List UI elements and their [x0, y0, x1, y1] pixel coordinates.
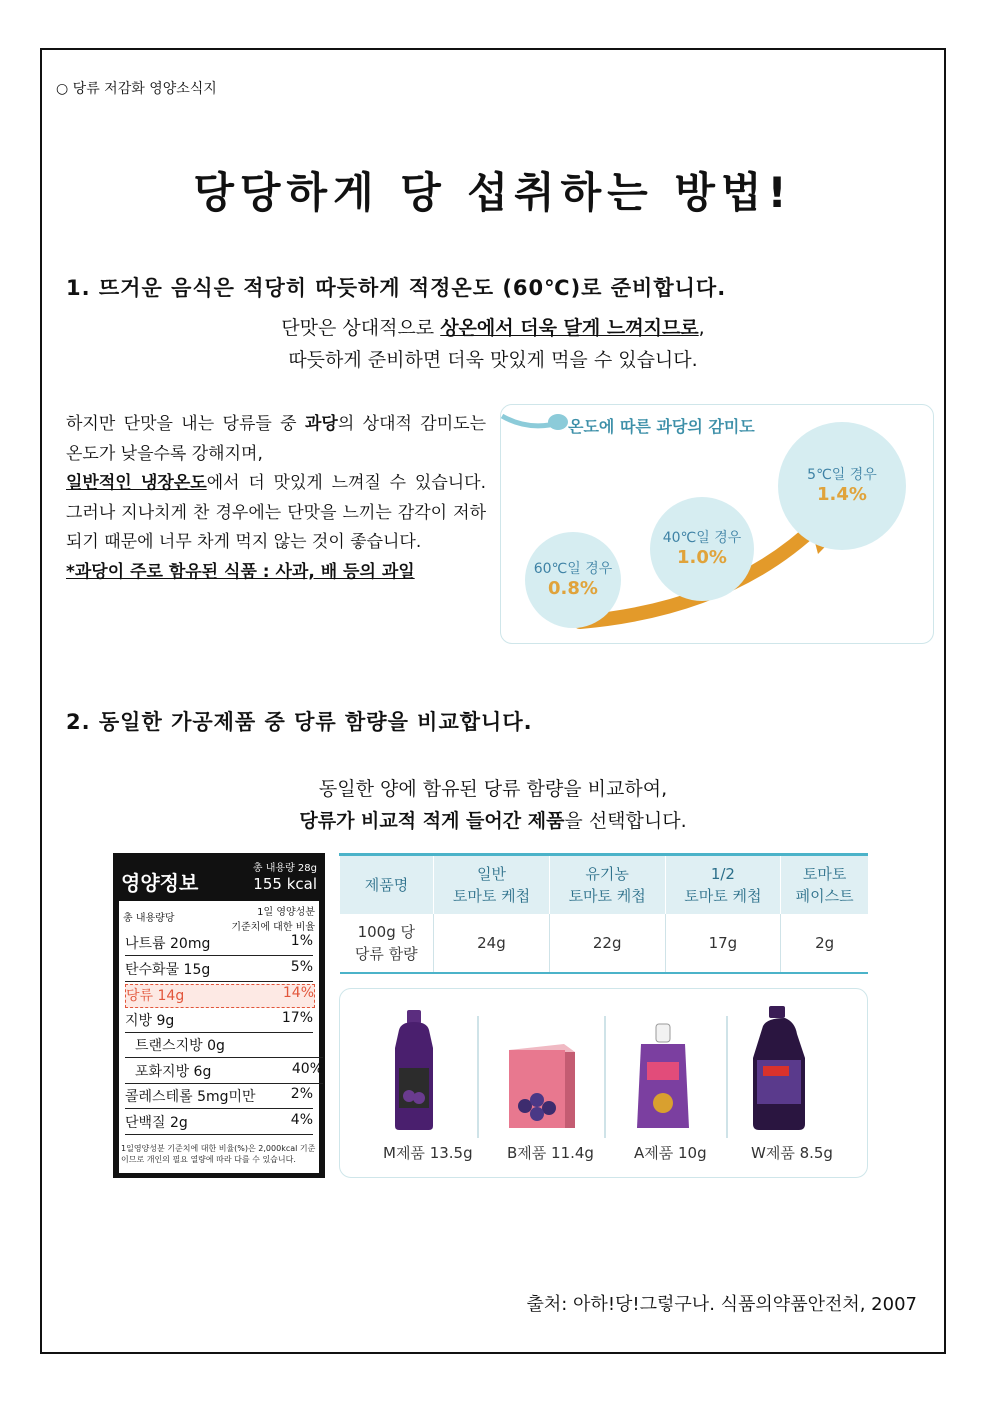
bullet-icon: ○ [56, 81, 69, 97]
table-header-cell: 제품명 [340, 855, 434, 915]
row-label-cell: 100g 당 당류 함량 [340, 914, 434, 973]
nutrition-label [113, 853, 325, 1178]
bubble-label: 5℃일 경우 [807, 467, 877, 483]
w-product-bottle-image [753, 1006, 805, 1130]
m-product-bottle-image [395, 1010, 433, 1130]
table-cell: 17g [665, 914, 781, 973]
nutrition-total: 총 내용량 28g [252, 863, 317, 874]
nutrition-footnote: 1일영양성분 기준치에 대한 비율(%)은 2,000kcal 기준이므로 개인의 필요 열량에 따라 다를 수 있습니다. [121, 1144, 316, 1164]
para-text: 에서 더 맛있게 느껴질 수 있습니다. 그러나 지나치게 찬 경우에는 단맛을 느끼는 감각이 저하되기 때문에 너무 차게 먹지 않는 것이 좋습니다. [66, 473, 486, 552]
nutrient-name: 포화지방 6g [135, 1063, 212, 1080]
nutrient-percent: 1% [290, 933, 313, 949]
nutrient-percent: 40% [291, 1060, 323, 1077]
b-product-box-image [509, 1044, 575, 1128]
nutrition-row [125, 1086, 313, 1109]
chart-bubble [778, 422, 906, 550]
intro-text: 단맛은 상대적으로 [281, 317, 441, 339]
table-cell: 22g [549, 914, 665, 973]
chart-bubble [650, 497, 754, 601]
nutrient-percent: 14% [282, 985, 314, 1001]
nutrient-name: 지방 9g [125, 1012, 175, 1029]
product-label: M제품 13.5g [383, 1144, 473, 1162]
nutrition-sub-left: 총 내용량당 [123, 913, 175, 924]
section2-heading: 2. 동일한 가공제품 중 당류 함량을 비교합니다. [66, 710, 533, 734]
fructose-note: *과당이 주로 함유된 식품 : 사과, 배 등의 과일 [66, 561, 415, 582]
para-bold: 과당 [304, 414, 338, 434]
nutrition-row [125, 1010, 313, 1033]
nutrition-row [125, 933, 313, 956]
nutrient-percent: 17% [281, 1009, 313, 1026]
para-text: 의 상대적 감미도는 온도가 낮을수록 강해지며, [66, 414, 486, 464]
nutrition-row [125, 1061, 323, 1084]
section2-emphasis: 당류가 비교적 적게 들어간 제품 [299, 810, 565, 832]
sub-right-line2: 기준치에 대한 비율 [231, 922, 315, 933]
section2-intro [40, 773, 946, 837]
bubble-label: 40℃일 경우 [662, 530, 742, 546]
table-header-cell: 일반 토마토 케첩 [434, 855, 550, 915]
sub-right-line1: 1일 영양성분 [257, 907, 315, 918]
bubble-value: 0.8% [548, 578, 598, 599]
nutrient-name: 당류 14g [126, 988, 185, 1004]
nutrition-sub-right [231, 903, 315, 933]
nutrient-name: 트랜스지방 0g [135, 1038, 225, 1054]
nutrient-name: 탄수화물 15g [125, 961, 211, 978]
page-title: 당당하게 당 섭취하는 방법! [193, 168, 793, 217]
table-header-cell: 유기농 토마토 케첩 [549, 855, 665, 915]
table-cell: 24g [434, 914, 550, 973]
product-label: A제품 10g [634, 1144, 707, 1162]
a-product-pouch-image [637, 1024, 689, 1128]
nutrition-row [125, 1035, 323, 1058]
product-label: W제품 8.5g [751, 1144, 833, 1162]
header-text: 당류 저감화 영양소식지 [72, 81, 217, 97]
section2-text: 을 선택합니다. [564, 810, 687, 832]
intro-emphasis: 상온에서 더욱 달게 느껴지므로 [440, 317, 699, 339]
table-header-cell: 1/2 토마토 케첩 [665, 855, 781, 915]
section1-paragraph [66, 410, 486, 587]
nutrient-name: 나트륨 20mg [125, 936, 211, 952]
nutrition-table [119, 901, 323, 1173]
nutrient-name: 단백질 2g [125, 1114, 188, 1131]
table-header-row [340, 855, 869, 915]
nutrient-name: 콜레스테롤 5mg미만 [125, 1089, 256, 1105]
section1-intro [40, 312, 946, 376]
section2-line1: 동일한 양에 함유된 당류 함량을 비교하여, [318, 778, 668, 800]
nutrient-percent: 5% [290, 958, 313, 975]
intro-comma: , [698, 317, 705, 339]
section1-heading: 1. 뜨거운 음식은 적당히 따듯하게 적정온도 (60℃)로 준비합니다. [66, 276, 727, 300]
chart-title: 온도에 따른 과당의 감미도 [568, 417, 755, 436]
chart-bubble [525, 532, 621, 628]
nutrition-kcal: 155 kcal [253, 875, 317, 893]
table-row [340, 914, 869, 973]
nutrition-title: 영양정보 [121, 871, 199, 895]
bubble-value: 1.0% [677, 547, 727, 568]
nutrition-row [125, 1112, 313, 1135]
para-emphasis: 일반적인 냉장온도 [66, 473, 207, 493]
nutrition-row [125, 984, 315, 1008]
nutrient-percent: 2% [290, 1086, 313, 1102]
nutrient-percent: 4% [290, 1111, 313, 1128]
sugar-spoon-icon [548, 414, 568, 430]
source-citation: 출처: 아하!당!그렇구나. 식품의약품안전처, 2007 [526, 1294, 917, 1315]
table-header-cell: 토마토 페이스트 [781, 855, 868, 915]
table-cell: 2g [781, 914, 868, 973]
para-text: 하지만 단맛을 내는 당류들 중 [66, 414, 305, 434]
header-label [56, 78, 217, 98]
comparison-table [339, 853, 868, 974]
bubble-label: 60℃일 경우 [533, 561, 613, 577]
intro-line2: 따듯하게 준비하면 더욱 맛있게 먹을 수 있습니다. [288, 349, 698, 371]
nutrition-row [125, 959, 313, 982]
bubble-value: 1.4% [817, 484, 867, 505]
product-label: B제품 11.4g [507, 1144, 594, 1162]
